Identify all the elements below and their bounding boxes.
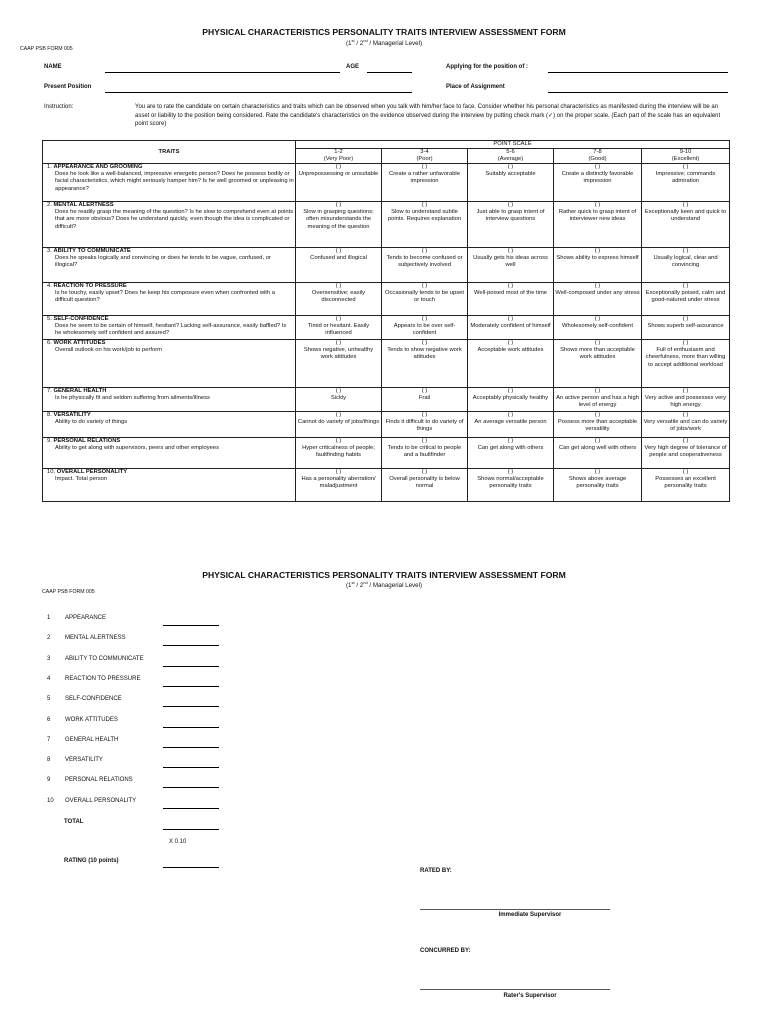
scale-description: Shows above average personality traits (568, 476, 627, 490)
summary-item-label: PERSONAL RELATIONS (65, 777, 133, 784)
scale-description: Impressive; commands admiration (655, 171, 716, 185)
check-box[interactable]: ( ) (421, 164, 428, 170)
scale-description: Occasionally tends to be upset or touch (385, 290, 464, 304)
summary-item-number: 7 (47, 736, 51, 743)
scale-cell[interactable] (554, 164, 642, 202)
scale-description: Shows ability to express himself (556, 255, 639, 262)
check-box[interactable]: ( ) (421, 438, 428, 444)
trait-question: Impact. Total person (55, 476, 108, 483)
scale-cell[interactable] (382, 469, 468, 502)
summary-item (47, 635, 126, 641)
trait-description (43, 469, 296, 502)
scale-cell[interactable] (642, 469, 730, 502)
trait-question: Is he touchy, easily upset? Does he keep his composure even when confronted with a difficult question? (55, 290, 275, 304)
scale-cell[interactable] (382, 438, 468, 469)
scale-header: 1-2 (Very Poor) (296, 149, 382, 164)
form-subtitle: (1st / 2nd / Managerial Level) (345, 38, 423, 48)
trait-description (43, 164, 296, 202)
scale-description: Overall personality is below normal (389, 476, 460, 490)
trait-number: 3. (47, 248, 52, 254)
instruction-text: You are to rate the candidate on certain characteristics and traits which can be observed when you talk with him/her face to face. Consider whether his personal characteristics as manifested during the interview will be an asset or liability to the position being considered. Rate the candidate's characteristics on the evidence observed during the interview by putting check mark (✓) on the proper scale. (Each part of the scale has an equivalent point score) (135, 104, 721, 128)
scale-description: Well-composed under any stress (555, 290, 640, 297)
scale-description: Tends to show negative work attitudes (387, 347, 462, 361)
form-title: PHYSICAL CHARACTERISTICS PERSONALITY TRAITS INTERVIEW ASSESSMENT FORM (202, 27, 566, 37)
scale-cell[interactable] (468, 283, 554, 316)
check-box[interactable]: ( ) (507, 412, 514, 418)
trait-question: Ability to get along with supervisors, peers and other employees (55, 445, 220, 452)
scale-cell[interactable] (382, 388, 468, 412)
scale-description: Sickly (330, 395, 347, 402)
summary-item-number: 10 (47, 797, 54, 804)
scale-description: Very versatile and can do variety of jobs/work (643, 419, 728, 433)
trait-number: 1. (47, 164, 52, 170)
check-box[interactable]: ( ) (335, 438, 342, 444)
scale-cell[interactable] (642, 202, 730, 248)
summary-item-label: GENERAL HEALTH (65, 736, 119, 743)
check-box[interactable]: ( ) (335, 340, 342, 346)
check-box[interactable]: ( ) (335, 202, 342, 208)
summary-item-label: MENTAL ALERTNESS (65, 635, 126, 642)
summary-score-field[interactable] (163, 747, 219, 748)
check-box[interactable]: ( ) (335, 469, 342, 475)
trait-number: 4. (47, 283, 52, 289)
scale-cell[interactable] (296, 248, 382, 283)
scale-description: Acceptable work attitudes (477, 347, 544, 354)
scale-cell[interactable] (468, 316, 554, 340)
scale-cell[interactable] (468, 202, 554, 248)
check-box[interactable]: ( ) (335, 316, 342, 322)
check-box[interactable]: ( ) (594, 388, 601, 394)
total-label: TOTAL (64, 819, 84, 825)
summary-item-label: VERSATILITY (65, 757, 103, 764)
trait-name: VERSATILITY (53, 412, 91, 418)
trait-name: APPEARANCE AND GROOMING (53, 164, 143, 170)
trait-name: GENERAL HEALTH (53, 388, 107, 394)
instruction-label: Instruction: (44, 104, 74, 110)
scale-description: Suitably acceptable (485, 171, 536, 178)
check-box[interactable]: ( ) (335, 388, 342, 394)
scale-cell[interactable] (642, 340, 730, 388)
check-box[interactable]: ( ) (682, 164, 689, 170)
applying-label: Applying for the position of : (446, 64, 528, 70)
check-box[interactable]: ( ) (335, 283, 342, 289)
check-box[interactable]: ( ) (594, 340, 601, 346)
rating-label: RATING (10 points) (64, 858, 119, 864)
scale-cell[interactable] (382, 248, 468, 283)
check-box[interactable]: ( ) (682, 388, 689, 394)
present-position-label: Present Position (44, 84, 92, 90)
trait-name: WORK ATTITUDES (53, 340, 106, 346)
scale-cell[interactable] (382, 283, 468, 316)
scale-description: Moderately confident of himself (470, 323, 551, 330)
scale-cell[interactable] (296, 202, 382, 248)
scale-description: Shows normal/acceptable personality traits (477, 476, 544, 490)
trait-question: Does he look like a well-balanced, impressive energetic person? Does he possess bodily or facial characteristics, which might seriously hamper him? Is he well groomed or unpleasing in appearance? (55, 171, 294, 192)
check-box[interactable]: ( ) (507, 340, 514, 346)
scale-cell[interactable] (296, 438, 382, 469)
scale-cell[interactable] (468, 412, 554, 438)
check-box[interactable]: ( ) (594, 164, 601, 170)
summary-item-label: ABILITY TO COMMUNICATE (65, 655, 144, 662)
trait-number: 7. (47, 388, 52, 394)
check-box[interactable]: ( ) (507, 316, 514, 322)
check-box[interactable]: ( ) (421, 469, 428, 475)
summary-subtitle: (1st / 2nd / Managerial Level) (345, 580, 423, 590)
check-box[interactable]: ( ) (682, 412, 689, 418)
form-number: CAAP PSB FORM 005 (20, 46, 73, 52)
trait-description (43, 340, 296, 388)
scale-cell[interactable] (642, 283, 730, 316)
summary-score-field[interactable] (163, 625, 219, 626)
scale-cell[interactable] (296, 316, 382, 340)
multiplier-text: X 0.10 (169, 839, 187, 845)
trait-number: 6. (47, 340, 52, 346)
scale-cell[interactable] (296, 469, 382, 502)
trait-number: 10. (47, 469, 56, 475)
trait-question: Does he speaks logically and convincing or does he tends to be vague, confused, or illogical? (55, 255, 271, 269)
scale-description: Timid or hesitant. Easily influenced (307, 323, 370, 337)
immediate-supervisor-signature-line[interactable] (420, 909, 610, 910)
summary-item (47, 798, 136, 804)
check-box[interactable]: ( ) (594, 283, 601, 289)
check-box[interactable]: ( ) (421, 202, 428, 208)
trait-description (43, 438, 296, 469)
scale-cell[interactable] (382, 316, 468, 340)
check-box[interactable]: ( ) (594, 438, 601, 444)
trait-description (43, 283, 296, 316)
scale-description: Create a rather unfavorable impression (389, 171, 460, 185)
name-label: NAME (44, 64, 62, 70)
raters-supervisor-label: Rater's Supervisor (503, 993, 557, 999)
scale-cell[interactable] (642, 164, 730, 202)
check-box[interactable]: ( ) (682, 469, 689, 475)
summary-title: PHYSICAL CHARACTERISTICS PERSONALITY TRAITS INTERVIEW ASSESSMENT FORM (202, 570, 566, 580)
applying-position-field[interactable] (548, 72, 728, 73)
summary-item-label: WORK ATTITUDES (65, 716, 118, 723)
scale-header: 7-8 (Good) (554, 149, 642, 164)
summary-item-number: 5 (47, 696, 51, 703)
trait-name: PERSONAL RELATIONS (53, 438, 121, 444)
immediate-supervisor-label: Immediate Supervisor (498, 912, 562, 918)
scale-description: Unprepossessing or unsuitable (298, 171, 379, 178)
trait-number: 8. (47, 412, 52, 418)
scale-cell[interactable] (296, 340, 382, 388)
trait-number: 2. (47, 202, 52, 208)
trait-row (43, 248, 730, 283)
trait-row (43, 412, 730, 438)
concurred-by-label: CONCURRED BY: (420, 948, 471, 954)
scale-description: Exceptionally poised, calm and good-natured under stress (645, 290, 726, 304)
scale-description: Confused and illogical (310, 255, 367, 262)
scale-description: Usually gets his ideas across well (473, 255, 548, 269)
check-box[interactable]: ( ) (421, 340, 428, 346)
scale-description: Shows more than acceptable work attitudes (560, 347, 635, 361)
scale-description: Create a distinctly favorable impression (561, 171, 634, 185)
trait-question: Does he readily grasp the meaning of the question? Is he slow to comprehend even at points that are more obvious? Does he understand quickly, even though the idea is complicated or difficult? (55, 209, 294, 230)
scale-description: Appears to be over self-confident (393, 323, 456, 337)
trait-description (43, 316, 296, 340)
scale-description: Very high degree of tolerance of people and cooperativeness (644, 445, 727, 459)
scale-cell[interactable] (554, 283, 642, 316)
scale-cell[interactable] (468, 469, 554, 502)
check-box[interactable]: ( ) (507, 248, 514, 254)
trait-question: Ability to do variety of things (55, 419, 128, 426)
summary-score-field[interactable] (163, 706, 219, 707)
scale-description: An average versatile person (474, 419, 547, 426)
scale-description: Shows superb self-assurance (647, 323, 724, 330)
summary-item-number: 9 (47, 777, 51, 784)
place-of-assignment-label: Place of Assignment (446, 84, 505, 90)
scale-cell[interactable] (642, 316, 730, 340)
scale-description: Very active and possesses very high energy (644, 395, 727, 409)
name-field[interactable] (105, 72, 340, 73)
check-box[interactable]: ( ) (421, 388, 428, 394)
check-box[interactable]: ( ) (682, 202, 689, 208)
age-field[interactable] (367, 72, 412, 73)
scale-cell[interactable] (642, 438, 730, 469)
check-box[interactable]: ( ) (507, 164, 514, 170)
scale-cell[interactable] (382, 340, 468, 388)
scale-cell[interactable] (642, 388, 730, 412)
scale-cell[interactable] (296, 164, 382, 202)
scale-cell[interactable] (554, 202, 642, 248)
scale-description: Tends to be critical to people and a faultfinder (387, 445, 462, 459)
trait-description (43, 412, 296, 438)
scale-cell[interactable] (296, 388, 382, 412)
trait-question: Is he physically fit and seldom suffering from ailments/illness (55, 395, 210, 402)
check-box[interactable]: ( ) (421, 412, 428, 418)
check-box[interactable]: ( ) (682, 340, 689, 346)
scale-description: Possesses an excellent personality traits (655, 476, 716, 490)
trait-question: Overall outlook on his work/job to perform (55, 347, 162, 354)
summary-item (47, 717, 118, 723)
check-box[interactable]: ( ) (421, 316, 428, 322)
summary-score-field[interactable] (163, 645, 219, 646)
scale-cell[interactable] (468, 248, 554, 283)
check-box[interactable]: ( ) (335, 164, 342, 170)
trait-question: Does he seem to be certain of himself, hesitant? Lacking self-assurance, easily baffled? Is he wholesomely self confident and assured? (55, 323, 287, 337)
scale-cell[interactable] (554, 438, 642, 469)
rating-field[interactable] (163, 867, 219, 868)
present-position-field[interactable] (105, 92, 412, 93)
scale-cell[interactable] (468, 388, 554, 412)
trait-row (43, 469, 730, 502)
trait-row (43, 388, 730, 412)
scale-description: Acceptably physically healthy (472, 395, 549, 402)
trait-description (43, 388, 296, 412)
traits-header: TRAITS (43, 141, 296, 164)
scale-description: Can get along with others (477, 445, 544, 452)
trait-description (43, 202, 296, 248)
scale-cell[interactable] (554, 469, 642, 502)
check-box[interactable]: ( ) (507, 438, 514, 444)
check-box[interactable]: ( ) (682, 316, 689, 322)
summary-item-number: 4 (47, 675, 51, 682)
scale-description: Usually logical, clear and convincing (653, 255, 718, 269)
scale-description: Slow in grasping questions; often misunderstands the meaning of the question (303, 209, 374, 230)
check-box[interactable]: ( ) (594, 316, 601, 322)
summary-score-field[interactable] (163, 767, 219, 768)
scale-cell[interactable] (554, 412, 642, 438)
scale-header: 9-10 (Excellent) (642, 149, 730, 164)
scale-description: An active person and has a high level of energy (556, 395, 639, 409)
scale-description: Cannot do variety of jobs/things (297, 419, 380, 426)
check-box[interactable]: ( ) (507, 202, 514, 208)
summary-item (47, 777, 133, 783)
scale-cell[interactable] (382, 164, 468, 202)
scale-description: Can get along well with others (558, 445, 637, 452)
trait-name: OVERALL PERSONALITY (56, 469, 128, 475)
summary-item-number: 8 (47, 757, 51, 764)
summary-item-label: APPEARANCE (65, 615, 107, 621)
trait-row (43, 164, 730, 202)
summary-score-field[interactable] (163, 686, 219, 687)
scale-description: Shows negative, unhealthy work attitudes (303, 347, 374, 361)
check-box[interactable]: ( ) (507, 469, 514, 475)
scale-description: Tends to become confused or subjectively involved (386, 255, 463, 269)
summary-item (47, 656, 144, 662)
trait-name: MENTAL ALERTNESS (53, 202, 114, 208)
summary-item-number: 2 (47, 635, 51, 642)
scale-cell[interactable] (296, 283, 382, 316)
summary-item-label: OVERALL PERSONALITY (65, 797, 137, 804)
summary-item-number: 6 (47, 716, 51, 723)
summary-item (47, 737, 118, 743)
check-box[interactable]: ( ) (594, 202, 601, 208)
trait-row (43, 202, 730, 248)
scale-description: Exceptionally keen and quick to understand (644, 209, 727, 223)
assessment-table (42, 140, 730, 502)
scale-cell[interactable] (642, 248, 730, 283)
scale-description: Hyper criticalness of people; faultfinding habits (302, 445, 375, 459)
scale-cell[interactable] (468, 340, 554, 388)
check-box[interactable]: ( ) (594, 469, 601, 475)
total-field[interactable] (163, 829, 219, 830)
check-box[interactable]: ( ) (682, 248, 689, 254)
summary-item (47, 615, 106, 621)
trait-description (43, 248, 296, 283)
scale-description: Has a personality aberration/ maladjustment (301, 476, 376, 490)
scale-description: Frail (418, 395, 431, 402)
scale-description: Just able to grasp intent of interview questions (476, 209, 545, 223)
trait-row (43, 340, 730, 388)
trait-row (43, 438, 730, 469)
check-box[interactable]: ( ) (335, 248, 342, 254)
trait-number: 5. (47, 316, 52, 322)
summary-score-field[interactable] (163, 808, 219, 809)
scale-cell[interactable] (382, 202, 468, 248)
scale-description: Possess more than acceptable versatility (557, 419, 638, 433)
summary-item-label: SELF-CONFIDENCE (65, 696, 122, 703)
summary-item (47, 757, 103, 763)
raters-supervisor-signature-line[interactable] (420, 989, 610, 990)
summary-score-field[interactable] (163, 727, 219, 728)
check-box[interactable]: ( ) (682, 438, 689, 444)
scale-description: Full of enthusiasm and cheerfulness, more than willing to accept additional workload (645, 347, 726, 368)
scale-cell[interactable] (554, 340, 642, 388)
scale-cell[interactable] (642, 412, 730, 438)
scale-description: Well-poised most of the time (473, 290, 548, 297)
scale-cell[interactable] (468, 164, 554, 202)
place-of-assignment-field[interactable] (548, 92, 728, 93)
scale-description: Finds it difficult to do variety of things (385, 419, 464, 433)
check-box[interactable]: ( ) (594, 412, 601, 418)
scale-cell[interactable] (382, 412, 468, 438)
scale-description: Wholesomely self-confident (562, 323, 633, 330)
summary-item (47, 676, 140, 682)
scale-cell[interactable] (296, 412, 382, 438)
scale-cell[interactable] (554, 248, 642, 283)
check-box[interactable]: ( ) (682, 283, 689, 289)
scale-description: Slow to understand subtle points. Requires explanation (387, 209, 462, 223)
summary-score-field[interactable] (163, 787, 219, 788)
summary-item-label: REACTION TO PRESSURE (65, 675, 141, 682)
trait-number: 9. (47, 438, 52, 444)
summary-item-number: 3 (47, 655, 51, 662)
summary-score-field[interactable] (163, 666, 219, 667)
trait-name: ABILITY TO COMMUNICATE (53, 248, 131, 254)
scale-cell[interactable] (554, 316, 642, 340)
rated-by-label: RATED BY: (420, 868, 452, 874)
trait-name: REACTION TO PRESSURE (53, 283, 127, 289)
check-box[interactable]: ( ) (507, 283, 514, 289)
summary-item (47, 696, 122, 702)
scale-header: 3-4 (Poor) (382, 149, 468, 164)
trait-name: SELF-CONFIDENCE (53, 316, 109, 322)
trait-row (43, 283, 730, 316)
summary-item-number: 1 (47, 615, 51, 621)
check-box[interactable]: ( ) (421, 248, 428, 254)
scale-cell[interactable] (468, 438, 554, 469)
check-box[interactable]: ( ) (594, 248, 601, 254)
check-box[interactable]: ( ) (335, 412, 342, 418)
age-label: AGE (346, 64, 360, 70)
summary-form-number: CAAP PSB FORM 005 (42, 589, 95, 595)
check-box[interactable]: ( ) (421, 283, 428, 289)
point-scale-header: POINT SCALE (296, 141, 730, 149)
trait-row (43, 316, 730, 340)
scale-description: Oversensitive; easily disconnected (311, 290, 366, 304)
scale-description: Rather quick to grasp intent of interviewer new ideas (558, 209, 637, 223)
scale-header: 5-6 (Average) (468, 149, 554, 164)
check-box[interactable]: ( ) (507, 388, 514, 394)
scale-cell[interactable] (554, 388, 642, 412)
